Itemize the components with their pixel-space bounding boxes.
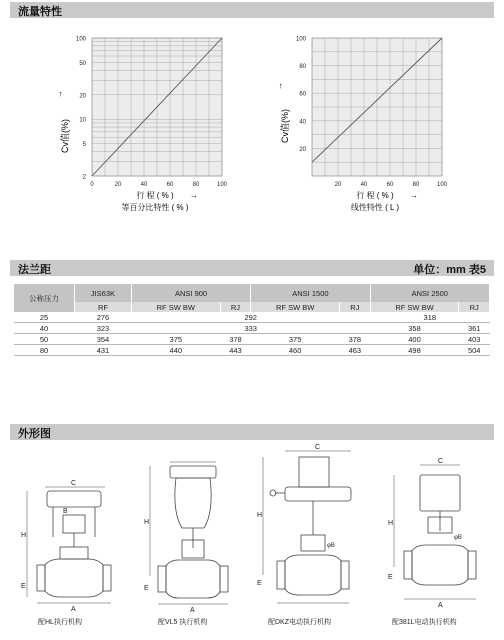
y-tick-label: 100: [295, 36, 306, 43]
table-cell: 40: [14, 323, 75, 334]
x-tick-label: 40: [140, 182, 148, 188]
table-cell: 443: [220, 345, 251, 356]
dim-label-h: H: [21, 532, 27, 539]
table-cell: 323: [75, 323, 132, 334]
group-header: JIS63K: [75, 284, 132, 302]
section-title: 法兰距: [18, 264, 51, 276]
dim-label-h: H: [144, 519, 150, 526]
right-caption: 线性特性 ( L ): [350, 203, 400, 212]
subheader: RF: [75, 302, 132, 312]
group-header: ANSI 900: [131, 284, 250, 302]
table-cell: 378: [220, 334, 251, 345]
table-cell: 498: [370, 345, 459, 356]
subheader: RJ: [459, 302, 490, 312]
right-chart-plot: [296, 37, 448, 189]
x-tick-label: 0: [90, 182, 94, 188]
right-x-arrow: →: [410, 191, 418, 200]
left-y-arrow: →: [55, 90, 64, 98]
table-cell: 375: [131, 334, 220, 345]
caption-dkz: 配DKZ电动执行机构: [268, 619, 331, 626]
dim-label-e: E: [388, 574, 393, 581]
section-header-flow: [10, 2, 494, 18]
caption-vl5: 配VL5 执行机构: [158, 619, 208, 626]
section-title: 流量特性: [18, 6, 62, 18]
valve-drawing-381l: [380, 455, 490, 615]
dim-label-b: B: [63, 508, 68, 515]
table-cell: 276: [75, 312, 132, 323]
section-title: 外形图: [18, 428, 51, 440]
caption-381l: 配381L电动执行机构: [392, 619, 457, 626]
dim-label-a: A: [71, 606, 76, 613]
table-row: [14, 345, 490, 356]
subheader: RF SW BW: [251, 302, 340, 312]
y-tick-label: 50: [79, 60, 86, 67]
table-cell: 354: [75, 334, 132, 345]
table-cell: 463: [340, 345, 371, 356]
dim-label-c: C: [315, 444, 321, 451]
y-tick-label: 20: [79, 93, 86, 100]
table-cell: 440: [131, 345, 220, 356]
x-tick-label: 80: [412, 182, 420, 188]
x-tick-label: 60: [386, 182, 394, 188]
right-y-axis-label: Cv值(%): [280, 109, 290, 143]
table-row: [14, 334, 490, 345]
left-chart-plot: [76, 37, 228, 189]
y-tick-label: 100: [75, 36, 86, 43]
linear-chart: [270, 26, 470, 226]
table-cell: 403: [459, 334, 490, 345]
dim-label-e: E: [144, 585, 149, 592]
dim-label-h: H: [388, 520, 394, 527]
table-cell: 333: [131, 323, 370, 334]
table-cell: 431: [75, 345, 132, 356]
x-tick-label: 20: [334, 182, 342, 188]
subheader: RF SW BW: [370, 302, 459, 312]
table-row: [14, 323, 490, 334]
left-y-axis-label: Cv值(%): [60, 119, 70, 153]
table-cell: 50: [14, 334, 75, 345]
right-x-axis-label: 行 程 ( % ): [356, 191, 394, 200]
flange-distance-table: [14, 284, 490, 356]
subheader: RJ: [340, 302, 371, 312]
table-cell: 318: [370, 312, 489, 323]
y-tick-label: 80: [299, 64, 306, 71]
dim-label-e: E: [257, 580, 262, 587]
x-tick-label: 40: [360, 182, 368, 188]
y-tick-label: 60: [299, 91, 306, 98]
table-cell: 375: [251, 334, 340, 345]
subheader: RF SW BW: [131, 302, 220, 312]
x-tick-label: 100: [436, 182, 448, 188]
section-header-flange: [10, 260, 494, 276]
left-caption: 等百分比特性 ( % ): [121, 203, 189, 212]
table-cell: 80: [14, 345, 75, 356]
valve-drawing-dkz: [255, 443, 365, 615]
y-tick-label: 2: [82, 174, 86, 181]
y-tick-label: 10: [79, 117, 86, 124]
group-header: ANSI 1500: [251, 284, 370, 302]
table-cell: 378: [340, 334, 371, 345]
unit-label: 单位：mm 表5: [413, 264, 486, 276]
dim-label-e: E: [21, 583, 26, 590]
dim-label-phi: φB: [454, 535, 462, 541]
caption-hl: 配HL执行机构: [38, 619, 82, 626]
x-tick-label: 80: [192, 182, 200, 188]
table-cell: 358: [370, 323, 459, 334]
table-subheader-row: [14, 302, 490, 312]
dim-label-h: H: [257, 512, 263, 519]
dim-label-phi: φB: [327, 543, 335, 549]
y-tick-label: 5: [82, 142, 86, 149]
table-cell: 25: [14, 312, 75, 323]
table-cell: 400: [370, 334, 459, 345]
dim-label-a: A: [190, 607, 195, 614]
valve-drawing-vl5: [138, 452, 238, 616]
dim-label-c: C: [71, 480, 77, 487]
group-header: ANSI 2500: [370, 284, 489, 302]
subheader: RJ: [220, 302, 251, 312]
section-header-outline: [10, 424, 494, 440]
x-tick-label: 100: [216, 182, 228, 188]
left-x-arrow: →: [190, 191, 198, 200]
table-header-row: [14, 284, 490, 302]
table-cell: 460: [251, 345, 340, 356]
table-cell: 292: [131, 312, 370, 323]
x-tick-label: 60: [166, 182, 174, 188]
equal-percentage-chart: [50, 26, 250, 226]
y-tick-label: 40: [299, 119, 306, 126]
left-x-axis-label: 行 程 ( % ): [136, 191, 174, 200]
y-tick-label: 20: [299, 146, 306, 153]
valve-drawing-hl: [15, 475, 125, 615]
right-y-arrow: →: [275, 82, 284, 90]
table-cell: 504: [459, 345, 490, 356]
table-corner: 公称压力: [14, 284, 75, 312]
table-cell: 361: [459, 323, 490, 334]
table-row: [14, 312, 490, 323]
dim-label-a: A: [438, 602, 443, 609]
x-tick-label: 20: [114, 182, 122, 188]
dim-label-c: C: [438, 458, 444, 465]
